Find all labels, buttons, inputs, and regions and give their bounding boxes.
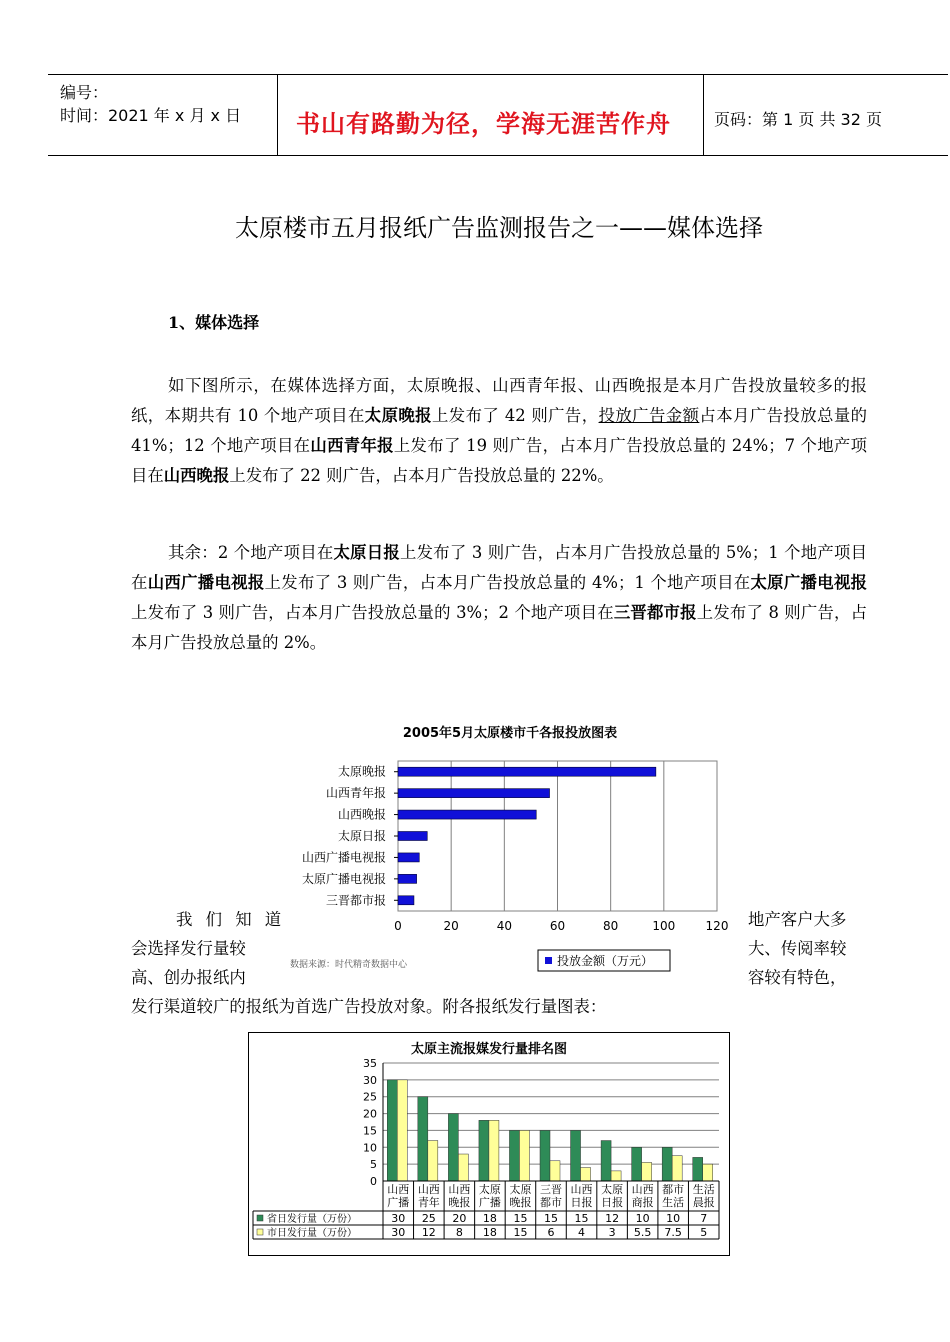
p2-text-c: 上发布了 3 则广告，占本月广告投放总量的 5%；1 个地产项目在 <box>131 543 868 592</box>
table-value-cell: 18 <box>482 1212 497 1225</box>
p3-line1-left: 我 们 知 道 <box>176 910 286 929</box>
chart2-y-tick: 30 <box>363 1073 377 1087</box>
chart2-bar-city <box>642 1162 652 1181</box>
p3-line3-left: 高、创办报纸内 <box>131 968 246 987</box>
p3-line4: 发行渠道较广的报纸为首选广告投放对象。附各报纸发行量图表： <box>131 997 607 1016</box>
table-value-cell: 20 <box>452 1212 467 1225</box>
section-heading: 1、媒体选择 <box>168 313 260 332</box>
table-category-header: 都市 <box>540 1196 562 1209</box>
chart2-bar-provincial <box>418 1097 428 1181</box>
chart1-category-label: 山西晚报 <box>337 807 386 822</box>
chart2-bar-city <box>703 1164 713 1181</box>
chart2-bar-provincial <box>448 1114 458 1181</box>
header-page-info: 页码：第 1 页 共 32 页 <box>714 110 882 129</box>
table-category-header: 太原 <box>601 1183 624 1196</box>
chart2-bar-city <box>397 1080 407 1181</box>
table-category-header: 晚报 <box>448 1196 471 1209</box>
table-value-cell: 18 <box>482 1226 497 1239</box>
chart1-x-tick: 20 <box>443 919 459 933</box>
table-category-header: 都市 <box>662 1183 685 1196</box>
chart2-y-tick: 25 <box>363 1090 377 1104</box>
table-value-cell: 25 <box>421 1212 436 1225</box>
chart2-bar-provincial <box>571 1130 581 1181</box>
chart2-title: 太原主流报媒发行量排名图 <box>410 1042 567 1057</box>
chart2-y-tick: 5 <box>370 1158 377 1172</box>
table-value-cell: 10 <box>666 1212 681 1225</box>
header-time-label: 时间：2021 年 x 月 x 日 <box>60 106 242 125</box>
chart2-bar-provincial <box>479 1120 489 1181</box>
chart1-bar <box>398 896 414 905</box>
chart2-bar-provincial <box>387 1080 397 1181</box>
table-category-header: 广播 <box>478 1196 501 1209</box>
table-category-header: 山西 <box>631 1183 654 1196</box>
chart2-bar-city <box>611 1171 621 1181</box>
chart1-x-tick: 40 <box>496 919 512 933</box>
table-category-header: 生活 <box>662 1196 685 1209</box>
chart1-x-tick: 120 <box>705 919 729 933</box>
p3-line2-right: 大、传阅率较 <box>748 939 847 958</box>
table-category-header: 太原 <box>509 1183 532 1196</box>
p1-media-shanxi-evening: 山西晚报 <box>163 466 230 485</box>
table-category-header: 青年 <box>417 1196 440 1209</box>
table-category-header: 太原 <box>478 1183 501 1196</box>
chart2-bar-city <box>672 1156 682 1181</box>
table-category-header: 生活 <box>692 1183 715 1196</box>
table-value-cell: 15 <box>513 1212 528 1225</box>
chart2-bar-provincial <box>693 1157 703 1181</box>
paragraph-2 <box>131 538 867 658</box>
p2-text-g: 上发布了 3 则广告，占本月广告投放总量的 3%；2 个地产项目在 <box>131 603 614 622</box>
chart1-bar <box>398 767 656 776</box>
chart2-bar-provincial <box>632 1147 642 1181</box>
table-value-cell: 12 <box>421 1226 436 1239</box>
table-category-header: 广播 <box>387 1196 410 1209</box>
table-value-cell: 8 <box>455 1226 463 1239</box>
chart1-bar <box>398 789 550 798</box>
p1-link-ad-amount[interactable]: 投放广告金额 <box>598 406 700 425</box>
header-bottom-rule <box>48 155 948 156</box>
p1-text-i: 上发布了 22 则广告，占本月广告投放总量的 22%。 <box>229 466 614 485</box>
p1-text-g: 上发布了 19 则广告，占本月广告投放总量的 24%；7 个地产项目在 <box>131 436 868 485</box>
header-divider-1 <box>277 74 278 155</box>
chart2-y-tick: 15 <box>363 1124 377 1138</box>
p1-media-shanxi-youth: 山西青年报 <box>310 436 394 455</box>
header-divider-2 <box>703 74 704 155</box>
chart1-category-label: 山西青年报 <box>325 786 386 801</box>
chart1-legend-swatch <box>545 957 552 964</box>
p2-text-a: 其余：2 个地产项目在 <box>168 543 334 562</box>
chart2-y-tick: 35 <box>363 1057 377 1070</box>
document-title: 太原楼市五月报纸广告监测报告之一——媒体选择 <box>235 214 763 242</box>
table-category-header: 三晋 <box>540 1183 562 1196</box>
p2-media-taiyuan-daily: 太原日报 <box>333 543 400 562</box>
p1-text-e: 占本月广告投放总量的 41%；12 个地产项目在 <box>131 406 868 455</box>
chart2-bar-city <box>458 1154 468 1181</box>
table-value-cell: 30 <box>391 1226 406 1239</box>
table-category-header: 日报 <box>601 1196 624 1209</box>
p2-media-taiyuan-tv: 太原广播电视报 <box>750 573 868 592</box>
table-value-cell: 15 <box>513 1226 528 1239</box>
table-value-cell: 30 <box>391 1212 406 1225</box>
chart1-x-tick: 0 <box>394 919 402 933</box>
table-value-cell: 5.5 <box>633 1226 652 1239</box>
p3-line2-left: 会选择发行量较 <box>131 939 246 958</box>
table-value-cell: 4 <box>578 1226 586 1239</box>
header-motto: 书山有路勤为径，学海无涯苦作舟 <box>296 109 671 138</box>
table-value-cell: 15 <box>544 1212 558 1225</box>
table-value-cell: 3 <box>608 1226 616 1239</box>
table-legend-swatch <box>257 1229 263 1235</box>
header-top-rule <box>48 74 948 75</box>
chart1-bar <box>398 874 417 883</box>
table-category-header: 商报 <box>631 1196 654 1209</box>
chart2-bar-city <box>489 1120 499 1181</box>
table-value-cell: 15 <box>574 1212 589 1225</box>
chart2-y-tick: 20 <box>363 1107 377 1121</box>
table-category-header: 晚报 <box>509 1196 532 1209</box>
chart1-category-label: 太原晚报 <box>337 764 386 779</box>
p3-line1-right: 地产客户大多 <box>748 910 847 929</box>
chart1-x-tick: 80 <box>603 919 619 933</box>
table-series-name: 省日发行量（万份） <box>267 1214 357 1225</box>
p2-media-shanxi-tv: 山西广播电视报 <box>147 573 265 592</box>
circulation-chart <box>248 1032 730 1256</box>
chart2-y-tick: 0 <box>370 1175 377 1188</box>
chart2-bar-city <box>519 1130 529 1181</box>
ad-spend-chart <box>280 712 740 982</box>
p1-text-a: 如下图所示，在媒体选择方面，太原晚报、山西青年报、山西晚报是本月广告投放量较多的报纸，本期共有 10 个地产项目在 <box>131 376 867 425</box>
table-category-header: 日报 <box>570 1196 593 1209</box>
paragraph-1 <box>131 371 867 491</box>
table-category-header: 山西 <box>387 1183 410 1196</box>
p2-text-e: 上发布了 3 则广告，占本月广告投放总量的 4%；1 个地产项目在 <box>264 573 751 592</box>
chart1-title: 2005年5月太原楼市千各报投放图表 <box>402 726 618 741</box>
table-category-header: 山西 <box>417 1183 440 1196</box>
chart2-bar-city <box>581 1168 591 1181</box>
table-legend-swatch <box>257 1215 263 1221</box>
table-category-header: 山西 <box>448 1183 471 1196</box>
table-category-header: 晨报 <box>692 1196 715 1209</box>
p1-text-c: 上发布了 42 则广告， <box>432 406 599 425</box>
p1-media-taiyuan-evening: 太原晚报 <box>364 406 432 425</box>
p3-line3-right: 容较有特色， <box>748 968 847 987</box>
table-category-header: 山西 <box>570 1183 593 1196</box>
table-value-cell: 5 <box>700 1226 708 1239</box>
chart1-x-tick: 60 <box>549 919 566 933</box>
chart2-bar-city <box>428 1141 438 1181</box>
chart1-category-label: 太原广播电视报 <box>301 871 386 886</box>
chart1-category-label: 山西广播电视报 <box>301 850 386 865</box>
chart2-plot <box>249 1033 729 1255</box>
table-value-cell: 6 <box>547 1226 555 1239</box>
table-value-cell: 12 <box>605 1212 620 1225</box>
chart2-bar-provincial <box>509 1130 519 1181</box>
table-value-cell: 10 <box>635 1212 650 1225</box>
header-number-label: 编号： <box>60 83 109 102</box>
chart1-source: 数据来源：时代精奇数据中心 <box>290 960 408 970</box>
chart1-bar <box>398 810 536 819</box>
p2-text-i: 上发布了 8 则广告，占本月广告投放总量的 2%。 <box>131 603 868 652</box>
table-value-cell: 7.5 <box>664 1226 682 1239</box>
chart1-bar <box>398 853 419 862</box>
chart2-bar-provincial <box>601 1141 611 1181</box>
chart2-y-tick: 10 <box>363 1141 377 1155</box>
chart1-x-tick: 100 <box>652 919 676 933</box>
chart2-bar-provincial <box>662 1147 672 1181</box>
chart2-bar-provincial <box>540 1130 550 1181</box>
p2-media-sanjin: 三晋都市报 <box>613 603 697 622</box>
table-value-cell: 7 <box>700 1212 708 1225</box>
table-series-name: 市日发行量（万份） <box>267 1228 357 1239</box>
chart1-category-label: 三晋都市报 <box>325 893 386 908</box>
chart1-category-label: 太原日报 <box>337 829 386 843</box>
chart1-legend-label: 投放金额（万元） <box>557 954 654 968</box>
chart1-bar <box>398 832 427 841</box>
chart2-bar-city <box>550 1161 560 1181</box>
